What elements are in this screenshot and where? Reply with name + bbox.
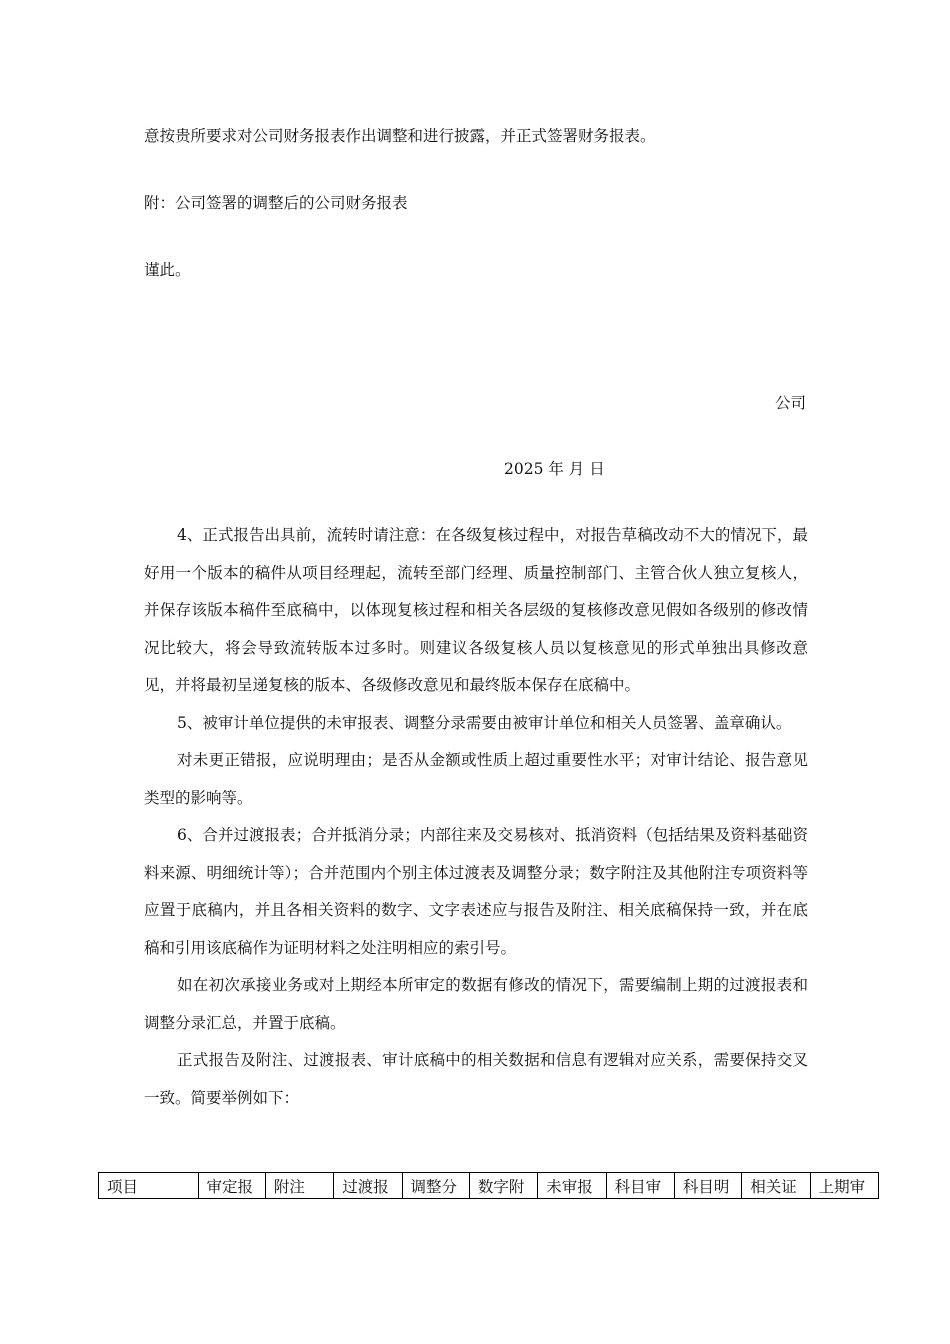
table-header-cell: 附注 bbox=[265, 1173, 333, 1199]
table-header-cell: 上期审 bbox=[810, 1173, 878, 1199]
letter-line-closing: 谨此。 bbox=[144, 261, 191, 279]
table-header-cell: 审定报 bbox=[198, 1173, 265, 1199]
signature-company: 公司 bbox=[774, 394, 806, 412]
table-header-cell: 科目审 bbox=[606, 1173, 674, 1199]
body-text bbox=[144, 517, 808, 1117]
signature-date: 2025 年 月 日 bbox=[504, 460, 605, 478]
paragraph-5: 5、被审计单位提供的未审报表、调整分录需要由被审计单位和相关人员签署、盖章确认。 bbox=[177, 713, 792, 732]
table-header-cell: 科目明 bbox=[674, 1173, 741, 1199]
table-header-cell: 相关证 bbox=[742, 1173, 810, 1199]
letter-line-attachment: 附：公司签署的调整后的公司财务报表 bbox=[144, 194, 408, 212]
paragraph-cross-reference: 正式报告及附注、过渡报表、审计底稿中的相关数据和信息有逻辑对应关系，需要保持交叉一致。简要举例如下： bbox=[144, 1051, 808, 1107]
table-header-cell: 项目 bbox=[99, 1173, 199, 1199]
table-header-cell: 过渡报 bbox=[334, 1173, 402, 1199]
table-header-row bbox=[99, 1173, 879, 1199]
table-header-cell: 未审报 bbox=[538, 1173, 606, 1199]
table-header-cell: 数字附 bbox=[469, 1173, 537, 1199]
cross-reference-table bbox=[98, 1172, 879, 1199]
letter-line-adjust: 意按贵所要求对公司财务报表作出调整和进行披露，并正式签署财务报表。 bbox=[144, 127, 656, 145]
paragraph-prior-period: 如在初次承接业务或对上期经本所审定的数据有修改的情况下，需要编制上期的过渡报表和调整分录汇总，并置于底稿。 bbox=[144, 976, 808, 1032]
paragraph-4: 4、正式报告出具前，流转时请注意：在各级复核过程中，对报告草稿改动不大的情况下，最好用一个版本的稿件从项目经理起，流转至部门经理、质量控制部门、主管合伙人独立复核人，并保存该版本稿件至底稿中，以体现复核过程和相关各层级的复核修改意见假如各级别的修改情况比较大，将会导致流转版本过多时。则建议各级复核人员以复核意见的形式单独出具修改意见，并将最初呈递复核的版本、各级修改意见和最终版本保存在底稿中。 bbox=[144, 526, 808, 694]
table-header-cell: 调整分 bbox=[402, 1173, 469, 1199]
paragraph-misstatement: 对未更正错报，应说明理由；是否从金额或性质上超过重要性水平；对审计结论、报告意见类型的影响等。 bbox=[144, 751, 808, 807]
paragraph-6: 6、合并过渡报表；合并抵消分录；内部往来及交易核对、抵消资料（包括结果及资料基础资料来源、明细统计等）；合并范围内个别主体过渡表及调整分录；数字附注及其他附注专项资料等应置于底稿内，并且各相关资料的数字、文字表述应与报告及附注、相关底稿保持一致，并在底稿和引用该底稿作为证明材料之处注明相应的索引号。 bbox=[144, 826, 808, 957]
